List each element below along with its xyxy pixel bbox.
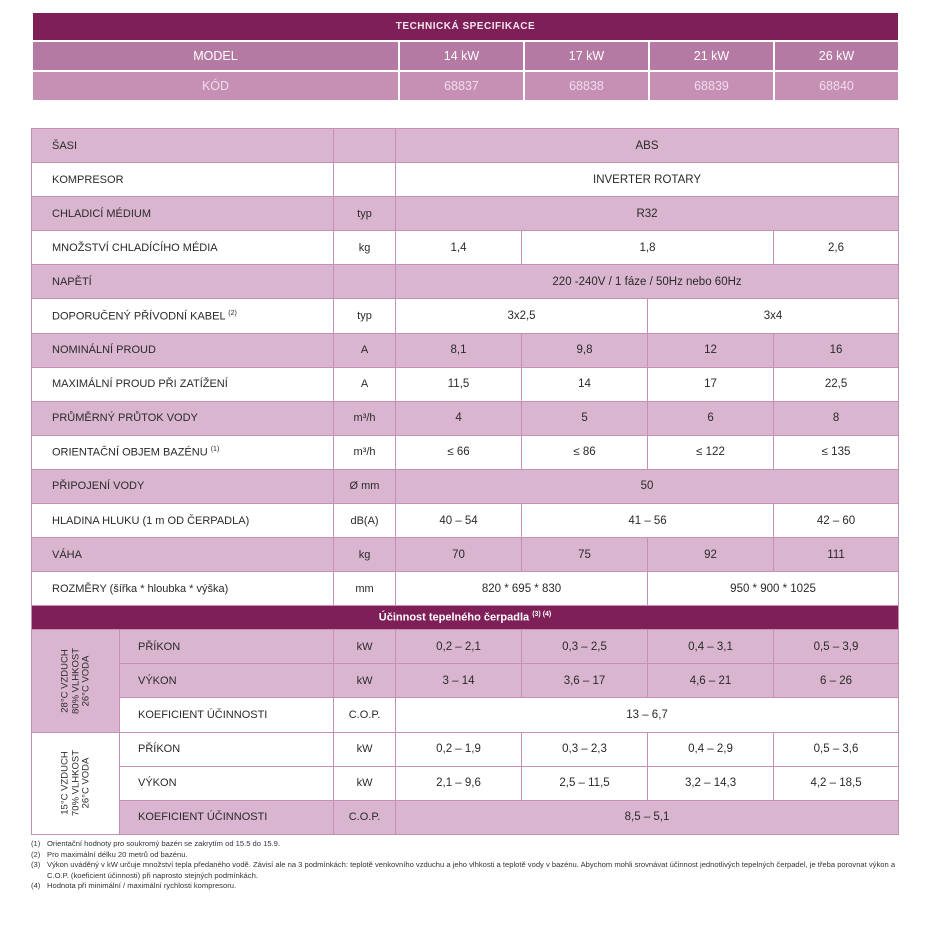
row-value: 111	[774, 538, 899, 572]
row-value: ≤ 122	[648, 435, 774, 469]
row-value: 40 – 54	[396, 504, 522, 538]
footnote-mark: (1)	[31, 839, 41, 848]
row-value: 22,5	[774, 367, 899, 401]
row-value: 0,4 – 3,1	[648, 630, 774, 664]
row-refrigerant-qty	[32, 231, 899, 265]
code-cell: 68837	[399, 71, 524, 101]
footnote-text: Pro maximální délku 20 metrů od bazénu.	[47, 849, 188, 859]
row-label: ROZMĚRY (šířka * hloubka * výška)	[32, 572, 334, 606]
row-unit	[334, 163, 396, 197]
row-label	[32, 435, 334, 469]
code-cell: 68838	[524, 71, 649, 101]
row-value: 4	[396, 401, 522, 435]
g2-cop-row	[32, 800, 899, 834]
row-value: 0,3 – 2,3	[522, 732, 648, 766]
row-value: 0,5 – 3,6	[774, 732, 899, 766]
code-cell: 68840	[774, 71, 899, 101]
row-value: 6 – 26	[774, 664, 899, 698]
row-label: VÝKON	[120, 766, 334, 800]
row-label-text: DOPORUČENÝ PŘÍVODNÍ KABEL	[52, 310, 226, 323]
row-unit	[334, 129, 396, 163]
row-value: 16	[774, 333, 899, 367]
model-cell: 26 kW	[774, 41, 899, 71]
row-value: 17	[648, 367, 774, 401]
condition-line: 28°C VZDUCH	[58, 649, 70, 713]
row-unit: dB(A)	[334, 504, 396, 538]
row-value: 3 – 14	[396, 664, 522, 698]
condition-line: 15°C VZDUCH	[58, 751, 70, 816]
efficiency-title-text: Účinnost tepelného čerpadla	[378, 612, 530, 625]
condition-group-1	[32, 630, 120, 732]
page-title: TECHNICKÁ SPECIFIKACE	[32, 12, 899, 41]
row-value: 820 * 695 * 830	[396, 572, 648, 606]
row-unit: kW	[334, 630, 396, 664]
g2-input-row	[32, 732, 899, 766]
model-cell: 14 kW	[399, 41, 524, 71]
condition-line: 70% VLHKOST	[69, 750, 81, 817]
row-pool-volume	[32, 435, 899, 469]
footnote-text: Výkon uváděný v kW určuje množství tepla předaného vodě. Závisí ale na 3 podmínkách: teplotě venkovního vzduchu a jeho vlhkosti a teplotě vody v bazénu. Abychom mohli srovnávat účinnost jednotlivých tepelných čerpadel, je třeba porovnat výkon a C.O.P. (koeficient účinnosti) při naprosto stejných podmínkách.	[47, 860, 896, 880]
row-unit: mm	[334, 572, 396, 606]
row-label: HLADINA HLUKU (1 m OD ČERPADLA)	[32, 504, 334, 538]
footnote	[31, 850, 911, 861]
row-value: 8	[774, 401, 899, 435]
row-chassis	[32, 129, 899, 163]
g1-input-row	[32, 630, 899, 664]
row-value: ≤ 86	[522, 435, 648, 469]
footnote-ref: (2)	[228, 309, 237, 317]
row-noise	[32, 504, 899, 538]
row-label: VÁHA	[32, 538, 334, 572]
row-label: PRŮMĚRNÝ PRŮTOK VODY	[32, 401, 334, 435]
row-unit: C.O.P.	[334, 698, 396, 732]
row-value: INVERTER ROTARY	[396, 163, 899, 197]
row-value: 3x4	[648, 299, 899, 333]
efficiency-header	[32, 606, 899, 630]
row-label: PŘÍKON	[120, 732, 334, 766]
row-label: KOEFICIENT ÚČINNOSTI	[120, 698, 334, 732]
model-label: MODEL	[32, 41, 399, 71]
row-label	[32, 299, 334, 333]
row-unit: A	[334, 333, 396, 367]
row-label-text: ORIENTAČNÍ OBJEM BAZÉNU	[52, 446, 208, 459]
model-cell: 17 kW	[524, 41, 649, 71]
row-label: NOMINÁLNÍ PROUD	[32, 333, 334, 367]
row-cable	[32, 299, 899, 333]
row-value: 92	[648, 538, 774, 572]
row-label: MNOŽSTVÍ CHLADÍCÍHO MÉDIA	[32, 231, 334, 265]
g1-output-row	[32, 664, 899, 698]
row-unit: kg	[334, 538, 396, 572]
row-value: 0,2 – 2,1	[396, 630, 522, 664]
row-value: 1,4	[396, 231, 522, 265]
row-value: 11,5	[396, 367, 522, 401]
row-dimensions	[32, 572, 899, 606]
row-value: 75	[522, 538, 648, 572]
row-label: NAPĚTÍ	[32, 265, 334, 299]
row-value: ABS	[396, 129, 899, 163]
footnote-mark: (2)	[31, 849, 41, 859]
row-value: 220 -240V / 1 fáze / 50Hz nebo 60Hz	[396, 265, 899, 299]
footnote-mark: (4)	[31, 881, 41, 890]
row-value: 4,6 – 21	[648, 664, 774, 698]
row-value: 12	[648, 333, 774, 367]
row-value: 3,2 – 14,3	[648, 766, 774, 800]
row-value: 70	[396, 538, 522, 572]
row-value: 0,2 – 1,9	[396, 732, 522, 766]
row-value: 9,8	[522, 333, 648, 367]
spec-header-table	[31, 11, 900, 102]
row-value: 0,5 – 3,9	[774, 630, 899, 664]
footnote	[31, 881, 911, 892]
row-value: 8,1	[396, 333, 522, 367]
row-unit: C.O.P.	[334, 800, 396, 834]
row-unit: typ	[334, 197, 396, 231]
row-refrigerant	[32, 197, 899, 231]
row-unit: kW	[334, 766, 396, 800]
row-value: 950 * 900 * 1025	[648, 572, 899, 606]
footnote-text: Hodnota při minimální / maximální rychlosti kompresoru.	[47, 881, 237, 890]
footnote-text: Orientační hodnoty pro soukromý bazén se zakrytím od 15.5 do 15.9.	[47, 839, 281, 848]
row-value: 1,8	[522, 231, 774, 265]
model-row	[32, 41, 899, 71]
row-value: ≤ 66	[396, 435, 522, 469]
footnote-mark: (3)	[31, 860, 41, 869]
row-label: ŠASI	[32, 129, 334, 163]
row-flow	[32, 401, 899, 435]
row-value: 41 – 56	[522, 504, 774, 538]
footnote	[31, 839, 911, 850]
row-value: 3x2,5	[396, 299, 648, 333]
spec-table	[31, 128, 899, 835]
row-value: 4,2 – 18,5	[774, 766, 899, 800]
row-value: 5	[522, 401, 648, 435]
row-value: 2,5 – 11,5	[522, 766, 648, 800]
row-value: 8,5 – 5,1	[396, 800, 899, 834]
row-value: 3,6 – 17	[522, 664, 648, 698]
efficiency-title	[32, 606, 899, 630]
row-value: 0,4 – 2,9	[648, 732, 774, 766]
row-voltage	[32, 265, 899, 299]
row-value: 0,3 – 2,5	[522, 630, 648, 664]
row-value: 6	[648, 401, 774, 435]
row-max-current	[32, 367, 899, 401]
row-compressor	[32, 163, 899, 197]
row-value: 14	[522, 367, 648, 401]
footnotes	[31, 839, 911, 892]
footnote-ref: (3) (4)	[532, 611, 552, 619]
row-unit: typ	[334, 299, 396, 333]
condition-line: 26°C VODA	[79, 655, 91, 707]
row-value: 13 – 6,7	[396, 698, 899, 732]
row-value: 42 – 60	[774, 504, 899, 538]
row-value: ≤ 135	[774, 435, 899, 469]
row-value: R32	[396, 197, 899, 231]
g1-cop-row	[32, 698, 899, 732]
row-unit: kW	[334, 732, 396, 766]
row-weight	[32, 538, 899, 572]
code-cell: 68839	[649, 71, 774, 101]
row-unit	[334, 265, 396, 299]
model-cell: 21 kW	[649, 41, 774, 71]
row-water-connection	[32, 469, 899, 503]
row-unit: Ø mm	[334, 469, 396, 503]
row-value: 50	[396, 469, 899, 503]
row-unit: m³/h	[334, 401, 396, 435]
row-label: CHLADICÍ MÉDIUM	[32, 197, 334, 231]
condition-group-2	[32, 732, 120, 834]
condition-line: 26°C VODA	[79, 757, 91, 809]
row-unit: kg	[334, 231, 396, 265]
row-label: MAXIMÁLNÍ PROUD PŘI ZATÍŽENÍ	[32, 367, 334, 401]
row-unit: m³/h	[334, 435, 396, 469]
row-label: PŘÍKON	[120, 630, 334, 664]
row-nominal-current	[32, 333, 899, 367]
code-label: KÓD	[32, 71, 399, 101]
row-label: VÝKON	[120, 664, 334, 698]
row-label: KOMPRESOR	[32, 163, 334, 197]
row-unit: A	[334, 367, 396, 401]
footnote	[31, 860, 911, 881]
g2-output-row	[32, 766, 899, 800]
row-unit: kW	[334, 664, 396, 698]
code-row	[32, 71, 899, 101]
footnote-ref: (1)	[210, 446, 220, 454]
condition-line: 80% VLHKOST	[69, 647, 81, 714]
row-value: 2,6	[774, 231, 899, 265]
row-label: PŘIPOJENÍ VODY	[32, 469, 334, 503]
row-label: KOEFICIENT ÚČINNOSTI	[120, 800, 334, 834]
row-value: 2,1 – 9,6	[396, 766, 522, 800]
